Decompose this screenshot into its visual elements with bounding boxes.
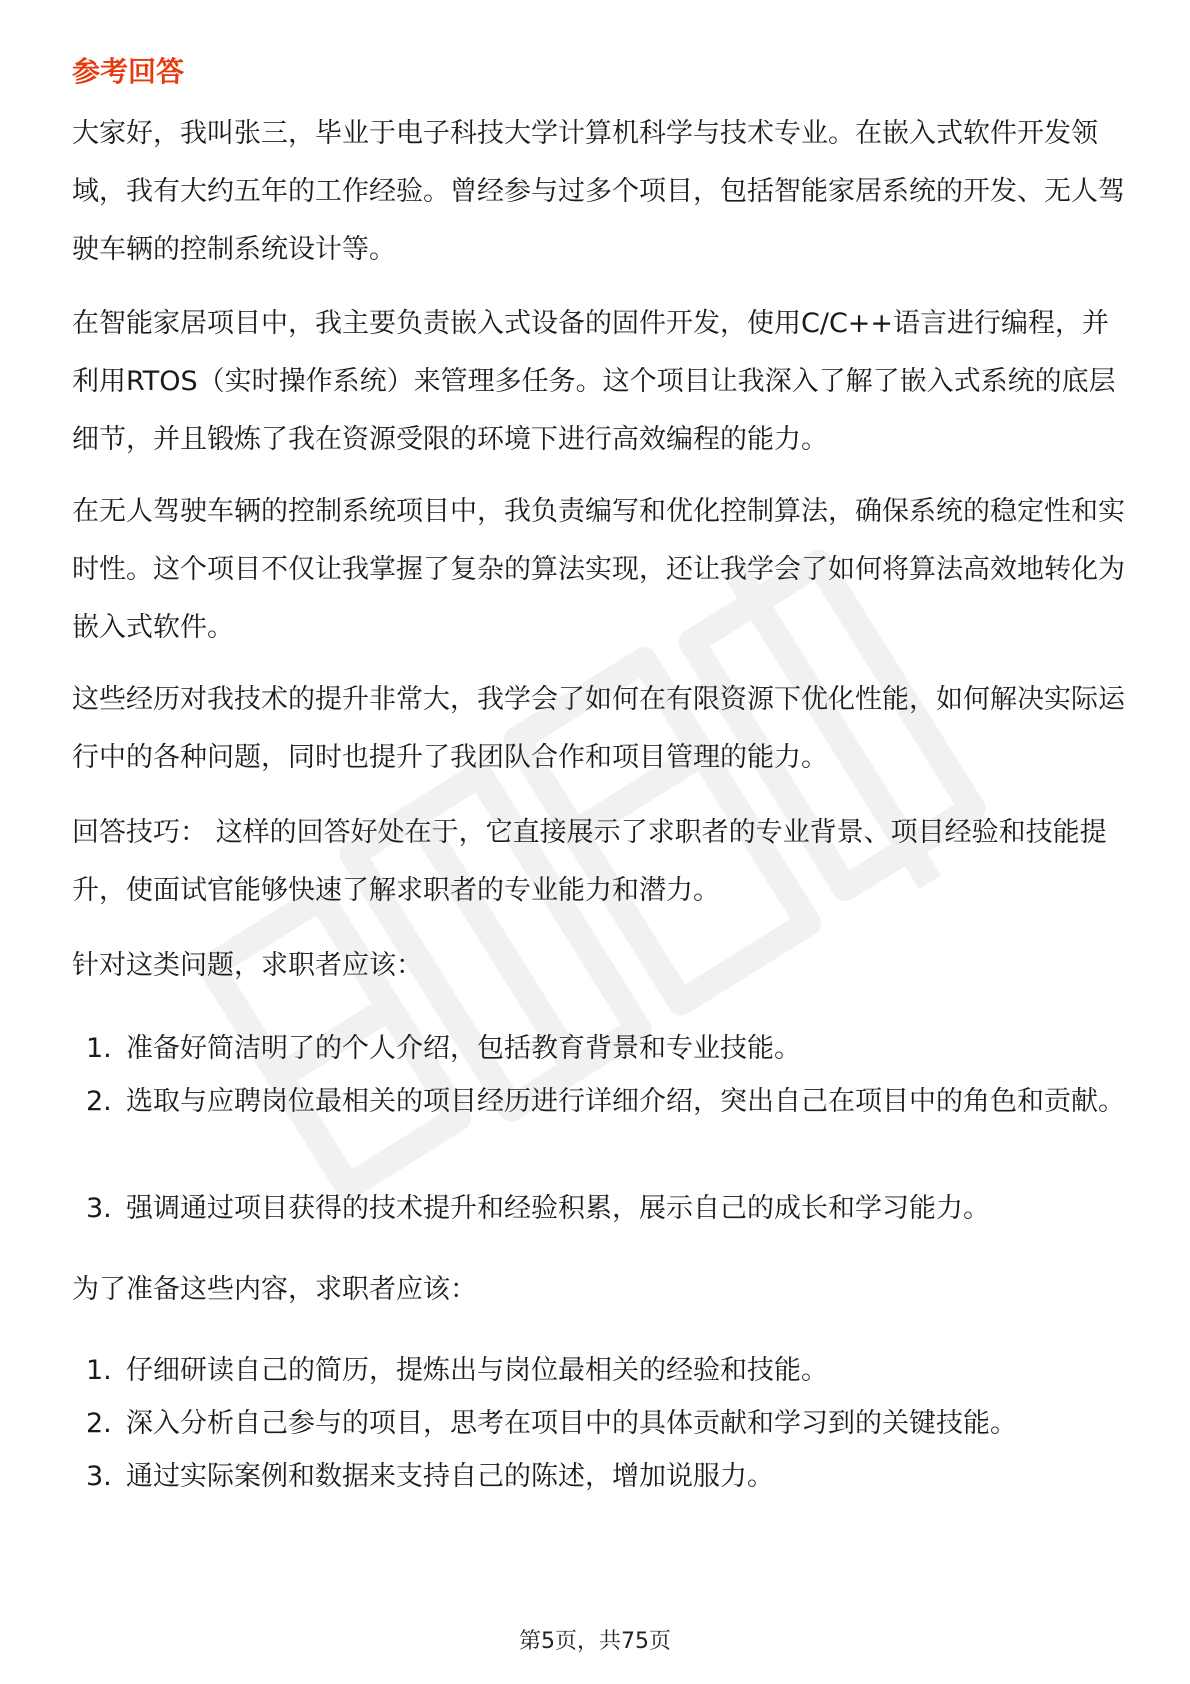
page-footer: 第5页，共75页	[519, 1629, 671, 1654]
paragraph-growth: 这些经历对我技术的提升非常大，我学会了如何在有限资源下优化性能，如何解决实际运行中的各种问题，同时也提升了我团队合作和项目管理的能力。	[72, 684, 1125, 773]
list-number: 3.	[86, 1461, 112, 1492]
list-text: 准备好简洁明了的个人介绍，包括教育背景和专业技能。	[126, 1033, 801, 1064]
list-text: 深入分析自己参与的项目，思考在项目中的具体贡献和学习到的关键技能。	[126, 1408, 1017, 1439]
paragraph-autonomous: 在无人驾驶车辆的控制系统项目中，我负责编写和优化控制算法，确保系统的稳定性和实时性。这个项目不仅让我掌握了复杂的算法实现，还让我学会了如何将算法高效地转化为嵌入式软件。	[72, 496, 1125, 643]
list-text: 通过实际案例和数据来支持自己的陈述，增加说服力。	[126, 1461, 774, 1492]
list-number: 2.	[86, 1086, 112, 1117]
paragraph-answer-tips: 回答技巧： 这样的回答好处在于，它直接展示了求职者的专业背景、项目经验和技能提升，使面试官能够快速了解求职者的专业能力和潜力。	[72, 817, 1107, 906]
list-text: 强调通过项目获得的技术提升和经验积累，展示自己的成长和学习能力。	[126, 1193, 990, 1224]
paragraph-smart-home: 在智能家居项目中，我主要负责嵌入式设备的固件开发，使用C/C++语言进行编程，并利用RTOS（实时操作系统）来管理多任务。这个项目让我深入了解了嵌入式系统的底层细节，并且锻炼了我在资源受限的环境下进行高效编程的能力。	[72, 308, 1116, 455]
list-text: 选取与应聘岗位最相关的项目经历进行详细介绍，突出自己在项目中的角色和贡献。	[126, 1086, 1125, 1117]
list-number: 1.	[86, 1033, 112, 1064]
list-number: 3.	[86, 1193, 112, 1224]
list-item	[72, 1395, 1132, 1453]
list-text: 仔细研读自己的简历，提炼出与岗位最相关的经验和技能。	[126, 1355, 828, 1386]
list-item	[72, 1448, 1132, 1506]
list-item	[72, 1180, 1132, 1238]
list-number: 2.	[86, 1408, 112, 1439]
paragraph-for-questions: 针对这类问题，求职者应该：	[72, 950, 423, 981]
paragraph-intro: 大家好，我叫张三，毕业于电子科技大学计算机科学与技术专业。在嵌入式软件开发领域，我有大约五年的工作经验。曾经参与过多个项目，包括智能家居系统的开发、无人驾驶车辆的控制系统设计等。	[72, 118, 1125, 265]
list-item	[72, 1342, 1132, 1400]
paragraph-prep: 为了准备这些内容，求职者应该：	[72, 1274, 477, 1305]
list-item	[72, 1020, 1132, 1078]
list-item	[72, 1073, 1132, 1131]
list-number: 1.	[86, 1355, 112, 1386]
section-title: 参考回答	[72, 55, 185, 88]
